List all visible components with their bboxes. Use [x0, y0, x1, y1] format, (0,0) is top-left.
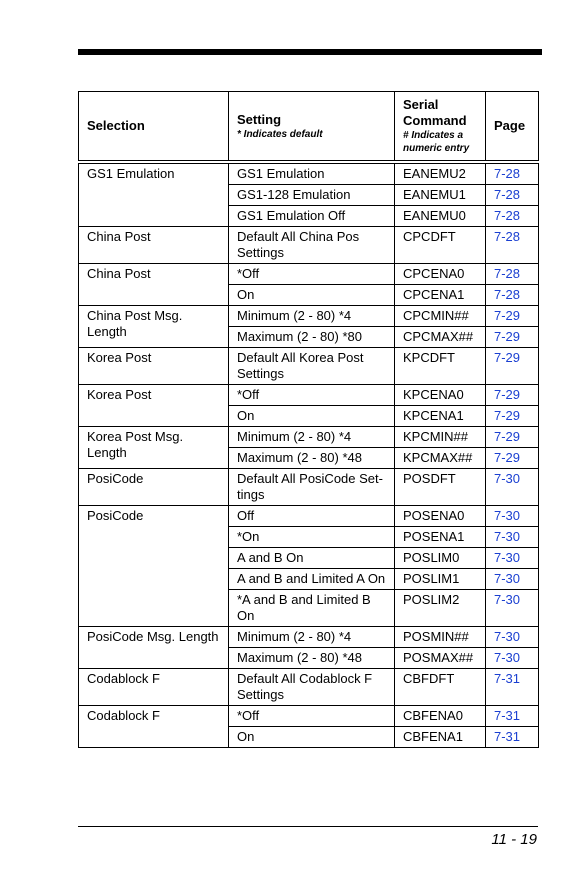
table-row [79, 264, 539, 285]
setting-cell: GS1-128 Emulation [229, 185, 395, 206]
page-link[interactable]: 7-28 [486, 162, 539, 185]
page-link[interactable]: 7-29 [486, 306, 539, 327]
setting-cell: Minimum (2 - 80) *4 [229, 306, 395, 327]
setting-cell: A and B On [229, 548, 395, 569]
header-page: Page [486, 92, 539, 163]
page-link[interactable]: 7-29 [486, 385, 539, 406]
table-body [79, 162, 539, 748]
page-link[interactable]: 7-28 [486, 227, 539, 264]
selection-cell: Codablock F [79, 706, 229, 748]
command-cell: CPCMIN## [395, 306, 486, 327]
command-cell: POSLIM0 [395, 548, 486, 569]
page-link[interactable]: 7-30 [486, 527, 539, 548]
command-cell: CBFENA1 [395, 727, 486, 748]
setting-cell: GS1 Emulation [229, 162, 395, 185]
page-link[interactable]: 7-30 [486, 469, 539, 506]
setting-cell: Maximum (2 - 80) *48 [229, 448, 395, 469]
setting-cell: On [229, 727, 395, 748]
top-rule [78, 49, 542, 55]
setting-cell: Maximum (2 - 80) *80 [229, 327, 395, 348]
table-row [79, 306, 539, 327]
header-selection: Selection [79, 92, 229, 163]
command-cell: POSMAX## [395, 648, 486, 669]
selection-cell: GS1 Emulation [79, 162, 229, 227]
selection-cell: Codablock F [79, 669, 229, 706]
page-link[interactable]: 7-28 [486, 285, 539, 306]
page-number: 11 - 19 [491, 831, 537, 848]
command-cell: CBFENA0 [395, 706, 486, 727]
page-link[interactable]: 7-31 [486, 727, 539, 748]
page-link[interactable]: 7-30 [486, 627, 539, 648]
table-row [79, 627, 539, 648]
command-cell: EANEMU1 [395, 185, 486, 206]
command-cell: POSENA1 [395, 527, 486, 548]
page-link[interactable]: 7-31 [486, 706, 539, 727]
table-row [79, 348, 539, 385]
selection-cell: Korea Post Msg. Length [79, 427, 229, 469]
setting-cell: *Off [229, 385, 395, 406]
command-cell: KPCMAX## [395, 448, 486, 469]
page-link[interactable]: 7-30 [486, 648, 539, 669]
setting-cell: Default All China Pos Settings [229, 227, 395, 264]
setting-cell: Default All Korea Post Settings [229, 348, 395, 385]
setting-cell: On [229, 285, 395, 306]
command-cell: KPCDFT [395, 348, 486, 385]
setting-cell: Off [229, 506, 395, 527]
table-row [79, 227, 539, 264]
selection-cell: PosiCode Msg. Length [79, 627, 229, 669]
table-header-row [79, 92, 539, 163]
setting-cell: A and B and Limited A On [229, 569, 395, 590]
command-cell: CBFDFT [395, 669, 486, 706]
setting-cell: Minimum (2 - 80) *4 [229, 627, 395, 648]
selection-cell: China Post [79, 227, 229, 264]
page-link[interactable]: 7-30 [486, 506, 539, 527]
bottom-rule [78, 826, 538, 827]
setting-cell: *Off [229, 264, 395, 285]
page-link[interactable]: 7-30 [486, 569, 539, 590]
table-row [79, 385, 539, 406]
table-row [79, 706, 539, 727]
command-cell: POSLIM2 [395, 590, 486, 627]
selection-cell: Korea Post [79, 385, 229, 427]
command-cell: KPCENA0 [395, 385, 486, 406]
table-row [79, 506, 539, 527]
command-cell: POSENA0 [395, 506, 486, 527]
command-cell: CPCDFT [395, 227, 486, 264]
page-link[interactable]: 7-29 [486, 348, 539, 385]
setting-cell: Default All PosiCode Set-tings [229, 469, 395, 506]
command-cell: EANEMU2 [395, 162, 486, 185]
setting-cell: *A and B and Limited B On [229, 590, 395, 627]
selection-cell: China Post [79, 264, 229, 306]
command-cell: POSLIM1 [395, 569, 486, 590]
setting-cell: *Off [229, 706, 395, 727]
setting-cell: *On [229, 527, 395, 548]
header-setting: Setting * Indicates default [229, 92, 395, 163]
setting-cell: On [229, 406, 395, 427]
command-cell: KPCENA1 [395, 406, 486, 427]
table-row [79, 162, 539, 185]
setting-cell: Default All Codablock F Settings [229, 669, 395, 706]
setting-cell: Maximum (2 - 80) *48 [229, 648, 395, 669]
page-link[interactable]: 7-28 [486, 206, 539, 227]
page-link[interactable]: 7-28 [486, 264, 539, 285]
page-link[interactable]: 7-30 [486, 590, 539, 627]
command-cell: POSMIN## [395, 627, 486, 648]
serial-command-table [78, 91, 539, 748]
page-link[interactable]: 7-31 [486, 669, 539, 706]
table-row [79, 427, 539, 448]
header-serial-command: Serial Command # Indicates a numeric entry [395, 92, 486, 163]
selection-cell: PosiCode [79, 506, 229, 627]
selection-cell: China Post Msg. Length [79, 306, 229, 348]
table-row [79, 469, 539, 506]
selection-cell: PosiCode [79, 469, 229, 506]
selection-cell: Korea Post [79, 348, 229, 385]
command-cell: POSDFT [395, 469, 486, 506]
command-cell: EANEMU0 [395, 206, 486, 227]
page-link[interactable]: 7-29 [486, 406, 539, 427]
setting-cell: Minimum (2 - 80) *4 [229, 427, 395, 448]
page-link[interactable]: 7-30 [486, 548, 539, 569]
command-cell: KPCMIN## [395, 427, 486, 448]
page-link[interactable]: 7-29 [486, 448, 539, 469]
table-row [79, 669, 539, 706]
setting-cell: GS1 Emulation Off [229, 206, 395, 227]
page-link[interactable]: 7-28 [486, 185, 539, 206]
command-cell: CPCMAX## [395, 327, 486, 348]
page-link[interactable]: 7-29 [486, 427, 539, 448]
page-link[interactable]: 7-29 [486, 327, 539, 348]
command-cell: CPCENA1 [395, 285, 486, 306]
command-cell: CPCENA0 [395, 264, 486, 285]
